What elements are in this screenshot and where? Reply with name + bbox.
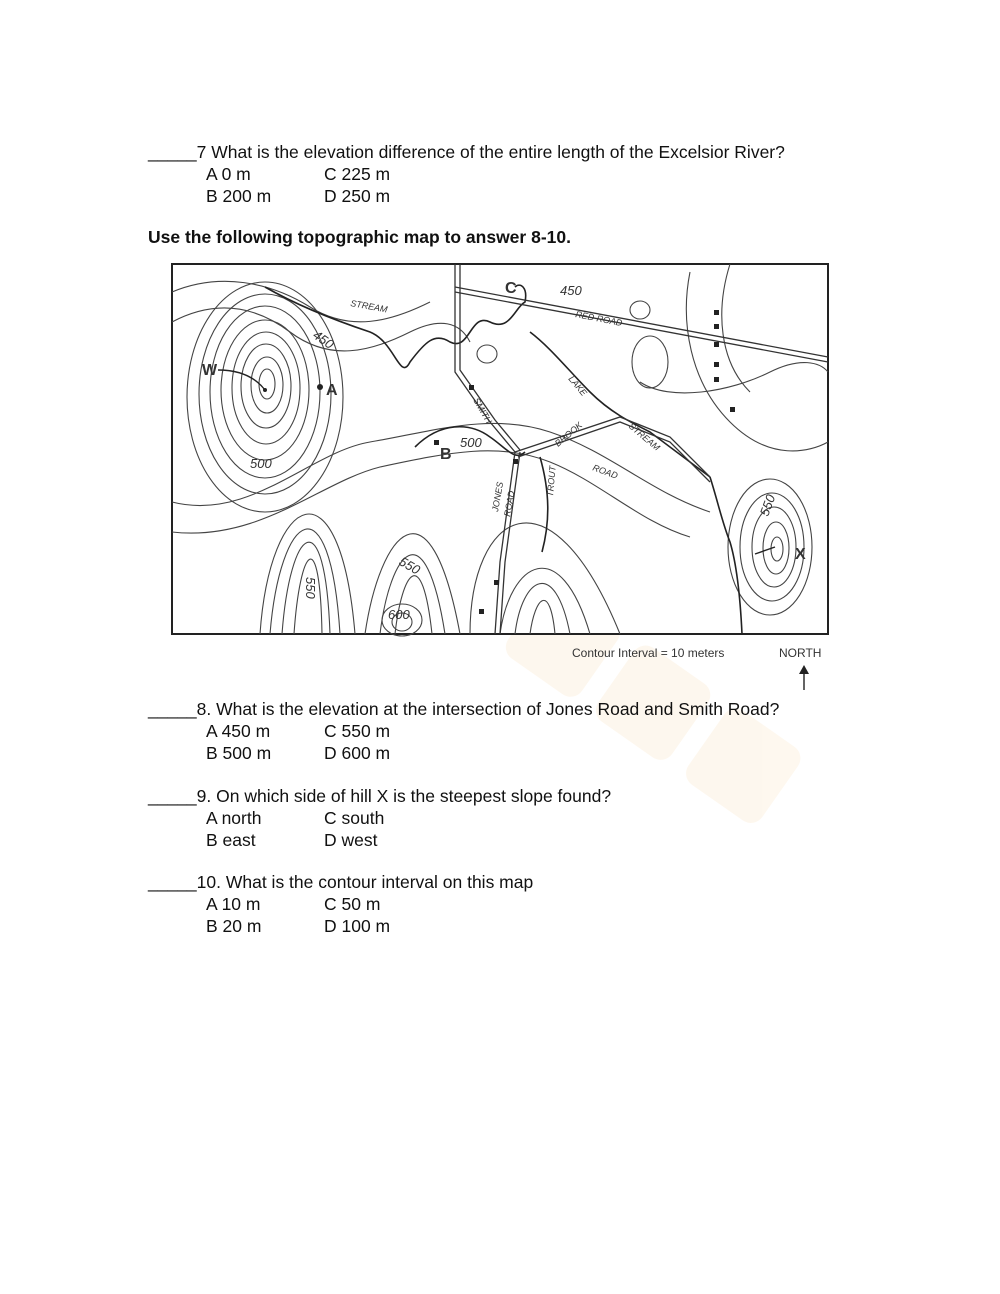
contour-label-450: 450 bbox=[310, 327, 337, 352]
contour-label-450: 450 bbox=[560, 283, 582, 298]
contour-label-550: 550 bbox=[303, 577, 318, 599]
contour-label-550: 550 bbox=[756, 492, 779, 519]
building-marker bbox=[714, 377, 719, 382]
building-marker bbox=[714, 362, 719, 367]
question-10-text: _____10. What is the contour interval on this map bbox=[148, 872, 534, 892]
building-marker bbox=[494, 580, 499, 585]
map-instruction: Use the following topographic map to answer 8-10. bbox=[148, 227, 571, 247]
question-7-text: _____7 What is the elevation difference of the entire length of the Excelsior River? bbox=[148, 142, 785, 162]
jones-road-label: JONES bbox=[490, 481, 506, 513]
q10-option-a: A 10 m bbox=[206, 894, 261, 914]
point-b-label: B bbox=[440, 446, 452, 463]
point-w-marker bbox=[263, 388, 267, 392]
north-label: NORTH bbox=[779, 646, 822, 660]
q8-option-a: A 450 m bbox=[206, 721, 271, 741]
trout-label: TROUT bbox=[545, 465, 558, 498]
q9-option-d: D west bbox=[324, 830, 378, 850]
q9-option-b: B east bbox=[206, 830, 256, 850]
point-a-marker bbox=[317, 384, 323, 390]
north-arrow-icon bbox=[799, 665, 809, 690]
topographic-map bbox=[170, 262, 832, 692]
building-marker bbox=[479, 609, 484, 614]
question-8-text: _____8. What is the elevation at the intersection of Jones Road and Smith Road? bbox=[148, 699, 780, 719]
contour-label-500: 500 bbox=[250, 456, 272, 471]
q10-option-b: B 20 m bbox=[206, 916, 262, 936]
stream-label: STREAM bbox=[349, 298, 389, 315]
q7-option-d: D 250 m bbox=[324, 186, 391, 206]
smith-road-label: SMITH bbox=[471, 396, 494, 426]
building-marker bbox=[714, 342, 719, 347]
point-c-label: C bbox=[505, 280, 517, 297]
building-marker bbox=[469, 385, 474, 390]
q7-option-a: A 0 m bbox=[206, 164, 251, 184]
building-marker bbox=[714, 310, 719, 315]
road-label: ROAD bbox=[591, 462, 620, 481]
q10-option-d: D 100 m bbox=[324, 916, 391, 936]
q9-option-c: C south bbox=[324, 808, 385, 828]
q9-option-a: A north bbox=[206, 808, 262, 828]
q10-option-c: C 50 m bbox=[324, 894, 381, 914]
building-marker bbox=[714, 324, 719, 329]
contour-label-500: 500 bbox=[460, 435, 482, 450]
q8-option-d: D 600 m bbox=[324, 743, 391, 763]
q7-option-b: B 200 m bbox=[206, 186, 272, 206]
building-marker bbox=[434, 440, 439, 445]
q8-option-c: C 550 m bbox=[324, 721, 391, 741]
point-w-label: W bbox=[202, 362, 218, 379]
building-marker bbox=[513, 459, 518, 464]
red-road-label: RED ROAD bbox=[574, 309, 624, 329]
lake-label: LAKE bbox=[566, 373, 589, 398]
contour-interval-label: Contour Interval = 10 meters bbox=[572, 646, 725, 660]
jones-road-label: ROAD bbox=[502, 489, 517, 518]
brook-label: BROOK bbox=[552, 419, 585, 449]
point-a-label: A bbox=[326, 382, 338, 399]
contour-label-600: 600 bbox=[388, 607, 410, 622]
question-9-text: _____9. On which side of hill X is the steepest slope found? bbox=[148, 786, 612, 806]
stream-label: STREAM bbox=[626, 420, 662, 453]
building-marker bbox=[730, 407, 735, 412]
q7-option-c: C 225 m bbox=[324, 164, 391, 184]
q8-option-b: B 500 m bbox=[206, 743, 272, 763]
contour-label-550: 550 bbox=[396, 553, 423, 578]
point-x-label: X bbox=[795, 546, 806, 563]
